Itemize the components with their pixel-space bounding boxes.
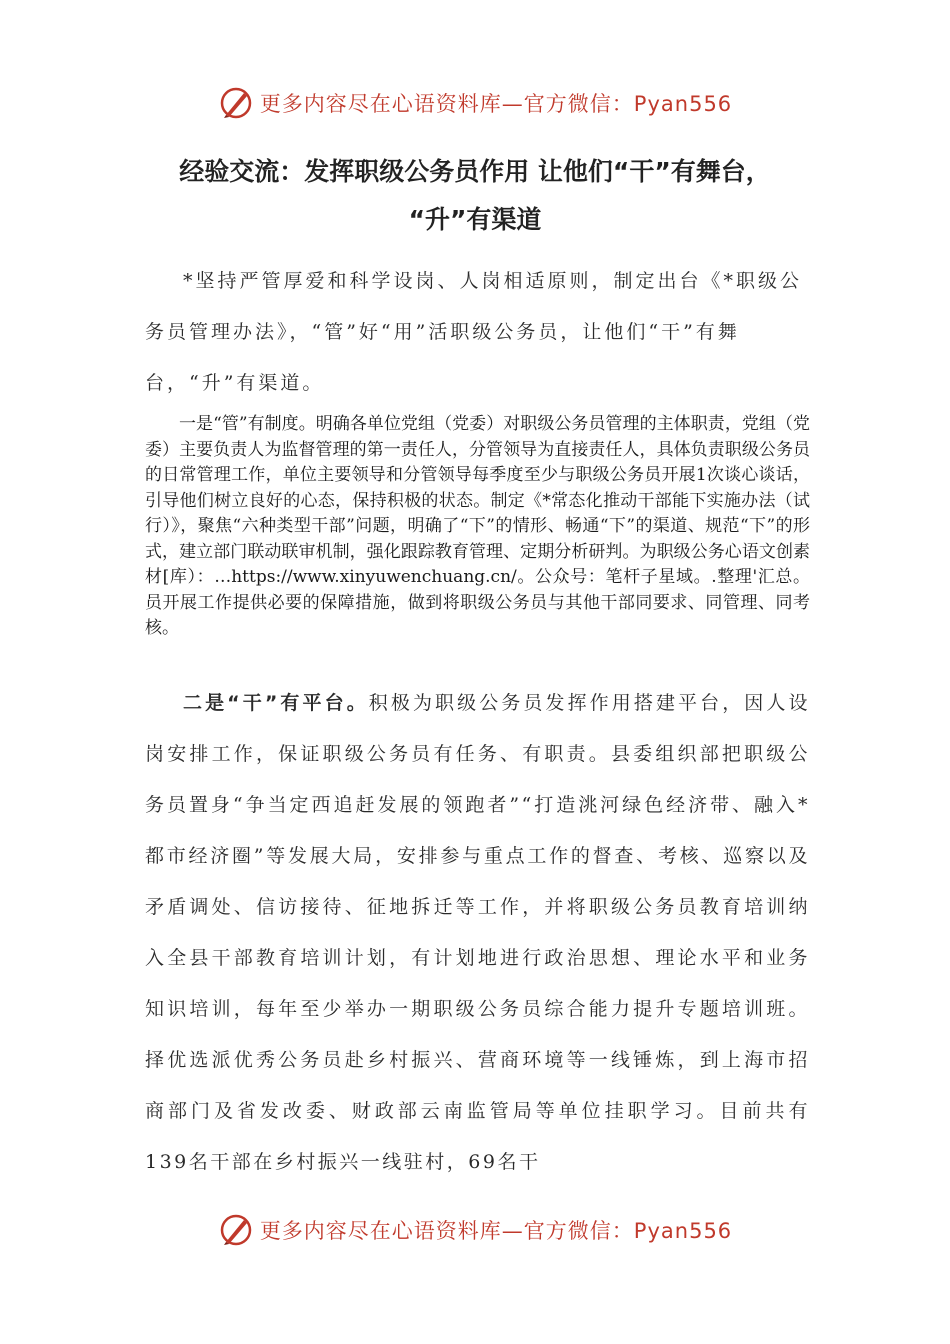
watermark-text: 更多内容尽在心语资料库—官方微信：Pyan556 — [259, 1219, 733, 1243]
pen-circle-logo-icon — [218, 1212, 254, 1248]
document-title-line-1: 经验交流：发挥职级公务员作用 让他们“干”有舞台， — [179, 157, 771, 186]
section-2-paragraph — [145, 678, 810, 1188]
document-title-line-2: “升”有渠道 — [408, 205, 542, 234]
section-2-body: 积极为职级公务员发挥作用搭建平台，因人设岗安排工作，保证职级公务员有任务、有职责。县委组织部把职级公务员置身“争当定西追赶发展的领跑者”“打造洮河绿色经济带、融入*都市经济圈”等发展大局，安排参与重点工作的督查、考核、巡察以及矛盾调处、信访接待、征地拆迁等工作，并将职级公务员教育培训纳入全县干部教育培训计划，有计划地进行政治思想、理论水平和业务知识培训，每年至少举办一期职级公务员综合能力提升专题培训班。择优选派优秀公务员赴乡村振兴、营商环境等一线锤炼，到上海市招商部门及省发改委、财政部云南监管局等单位挂职学习。目前共有139名干部在乡村振兴一线驻村，69名干 — [145, 692, 810, 1173]
section-2-heading: 二是“干”有平台。 — [183, 692, 369, 714]
footer-watermark-banner — [0, 1210, 950, 1250]
header-watermark-banner — [0, 83, 950, 123]
pen-circle-logo-icon — [218, 85, 254, 121]
section-1-paragraph: 一是“管”有制度。明确各单位党组（党委）对职级公务员管理的主体职责，党组（党委）主要负责人为监督管理的第一责任人，分管领导为直接责任人，具体负责职级公务员的日常管理工作，单位主要领导和分管领导每季度至少与职级公务员开展1次谈心谈话，引导他们树立良好的心态，保持积极的状态。制定《*常态化推动干部能下实施办法（试行）》，聚焦“六种类型干部”问题，明确了“下”的情形、畅通“下”的渠道、规范“下”的形式，建立部门联动联审机制，强化跟踪教育管理、定期分析研判。为职级公务心语文创素材[库）：…https://www.xinyuwenchuang.cn/。公众号：笔杆子星域。.整理'汇总。员开展工作提供必要的保障措施，做到将职级公务员与其他干部同要求、同管理、同考核。 — [145, 414, 810, 638]
watermark-text: 更多内容尽在心语资料库—官方微信：Pyan556 — [259, 92, 733, 116]
intro-paragraph: *坚持严管厚爱和科学设岗、人岗相适原则，制定出台《*职级公务员管理办法》，“管”好“用”活职级公务员，让他们“干”有舞台，“升”有渠道。 — [145, 270, 803, 394]
